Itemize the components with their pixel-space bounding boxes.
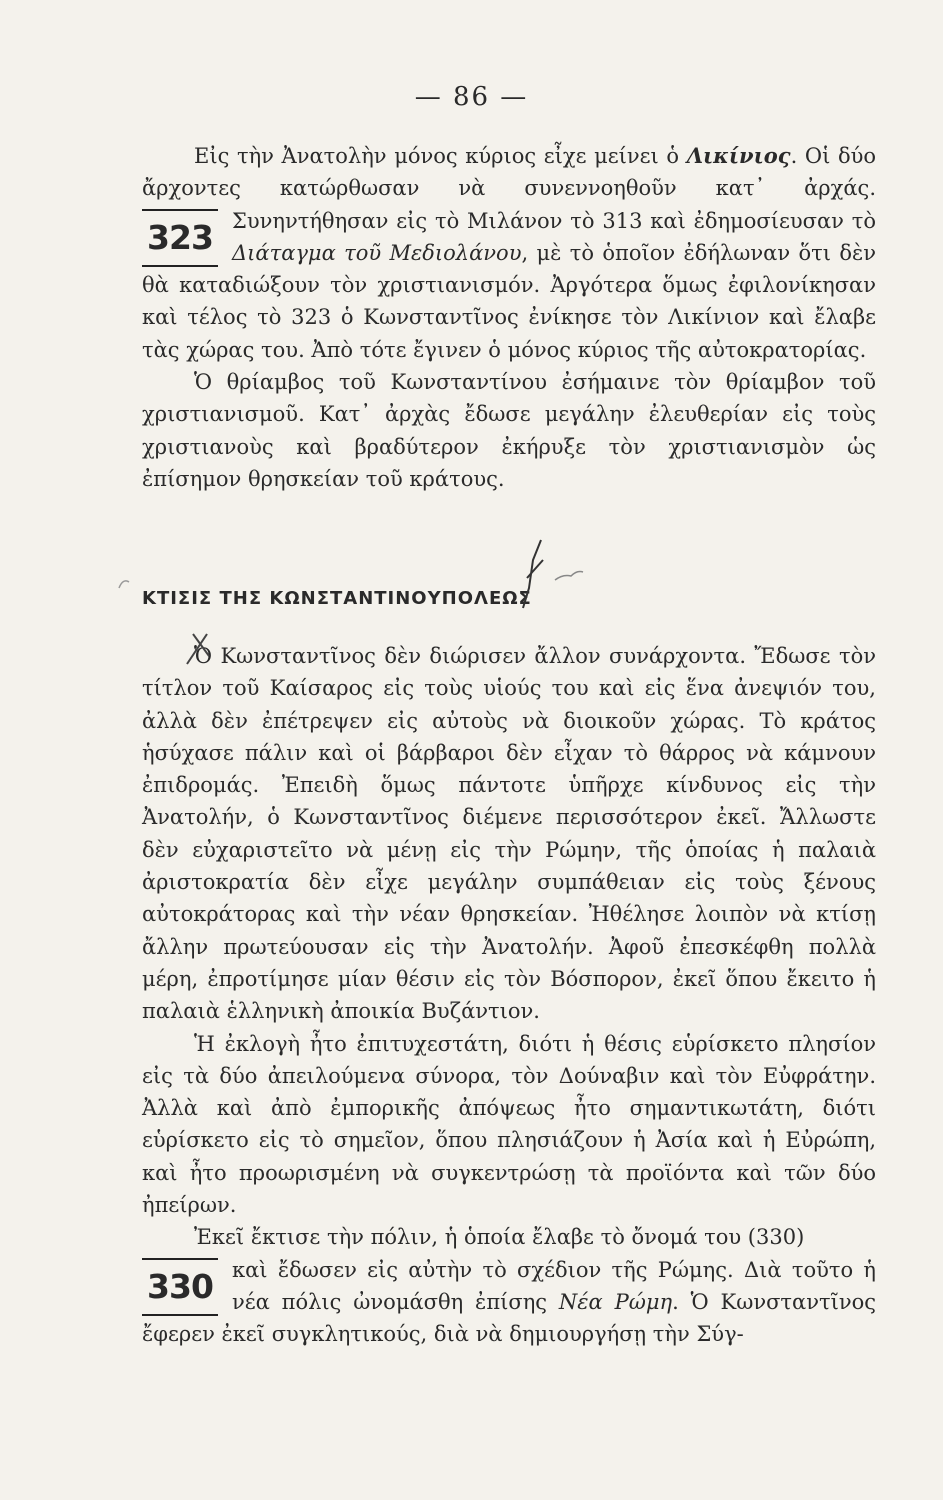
year-marker: 330	[142, 1258, 218, 1316]
paragraph: Ὁ Κωνσταντῖνος δὲν διώρισεν ἄλλον συνάρχοντα. Ἔδωσε τὸν τίτλον τοῦ Καίσαρος εἰς τοὺς υἱούς του καὶ εἰς ἕνα ἀνεψιόν του, ἀλλὰ δὲν ἐπέτρεψεν εἰς αὐτοὺς νὰ διοικοῦν χώρας. Τὸ κράτος ἡσύχασε πάλιν καὶ οἱ βάρβαροι δὲν εἶχαν τὸ θάρρος νὰ κάμνουν ἐπιδρομάς. Ἐπειδὴ ὅμως πάντοτε ὑπῆρχε κίνδυνος εἰς τὴν Ἀνατολήν, ὁ Κωνσταντῖνος διέμενε περισσότερον ἐκεῖ. Ἄλλωστε δὲν εὐχαριστεῖτο νὰ μένῃ εἰς τὴν Ρώμην, τῆς ὁποίας ἡ παλαιὰ ἀριστοκρατία δὲν εἶχε μεγάλην συμπάθειαν εἰς τοὺς ξένους αὐτοκράτορας καὶ τὴν νέαν θρησκείαν. Ἠθέλησε λοιπὸν νὰ κτίσῃ ἄλλην πρωτεύουσαν εἰς τὴν Ἀνατολήν. Ἀφοῦ ἐπεσκέφθη πολλὰ μέρη, ἐπροτίμησε μίαν θέσιν εἰς τὸν Βόσπορον, ἐκεῖ ὅπου ἔκειτο ἡ παλαιὰ ἑλληνικὴ ἀποικία Βυζάντιον.	[142, 644, 876, 1024]
paragraph: Ἐκεῖ ἔκτισε τὴν πόλιν, ἡ ὁποία ἔλαβε τὸ ὄνομά του (330)	[194, 1225, 805, 1250]
section-heading: ΚΤΙΣΙΣ ΤΗΣ ΚΩΝΣΤΑΝΤΙΝΟΥΠΟΛΕΩΣ	[142, 588, 532, 609]
handwritten-marks	[115, 530, 585, 670]
section-text-2	[142, 640, 876, 1351]
paragraph: Ἡ ἐκλογὴ ἦτο ἐπιτυχεστάτη, διότι ἡ θέσις εὑρίσκετο πλησίον εἰς τὰ δύο ἀπειλούμενα σύνορα, τὸν Δούναβιν καὶ τὸν Εὐφράτην. Ἀλλὰ καὶ ἀπὸ ἐμπορικῆς ἀπόψεως ἦτο σημαντικωτάτη, διότι εὑρίσκετο εἰς τὸ σημεῖον, ὅπου πλησιάζουν ἡ Ἀσία καὶ ἡ Εὐρώπη, καὶ ἦτο προωρισμένη νὰ συγκεντρώσῃ τὰ προϊόντα καὶ τῶν δύο ἠπείρων.	[142, 1031, 876, 1218]
paragraph: Ὁ θρίαμβος τοῦ Κωνσταντίνου ἐσήμαινε τὸν θρίαμβον τοῦ χριστιανισμοῦ. Κατ᾿ ἀρχὰς ἔδωσε μεγάλην ἐλευθερίαν εἰς τοὺς χριστιανοὺς καὶ βραδύτερον ἐκήρυξε τὸν χριστιανισμὸν ὡς ἐπίσημον θρησκείαν τοῦ κράτους.	[142, 370, 876, 491]
page-number: — 86 —	[414, 82, 529, 112]
paragraph: 330 καὶ ἔδωσεν εἰς αὐτὴν τὸ σχέδιον τῆς Ρώμης. Διὰ τοῦτο ἡ νέα πόλις ὠνομάσθη ἐπίσης Νέα Ρώμη. Ὁ Κωνσταντῖνος ἔφερεν ἐκεῖ συγκλητικούς, διὰ νὰ δημιουργήσῃ τὴν Σύγ-	[142, 1257, 877, 1347]
section-text-1	[142, 140, 876, 495]
paragraph: Εἰς τὴν Ἀνατολὴν μόνος κύριος εἶχε μείνει ὁ Λικίνιος. Οἱ δύο ἄρχοντες κατώρθωσαν νὰ συνεννοηθοῦν κατ᾿ ἀρχάς. Συνηντήθησαν εἰς τὸ Μιλάνον τὸ 313 καὶ ἐδημοσίευσαν τὸ 323 Διάταγμα τοῦ Μεδιολάνου, μὲ τὸ ὁποῖον ἐδήλωναν ὅτι δὲν θὰ καταδιώξουν τὸν χριστιανισμόν. Ἀργότερα ὅμως ἐφιλονίκησαν καὶ τέλος τὸ 323 ὁ Κωνσταντῖνος ἐνίκησε τὸν Λικίνιον καὶ ἔλαβε τὰς χώρας του. Ἀπὸ τότε ἔγινεν ὁ μόνος κύριος τῆς αὐτοκρατορίας.	[142, 143, 877, 362]
year-marker: 323	[142, 209, 218, 267]
